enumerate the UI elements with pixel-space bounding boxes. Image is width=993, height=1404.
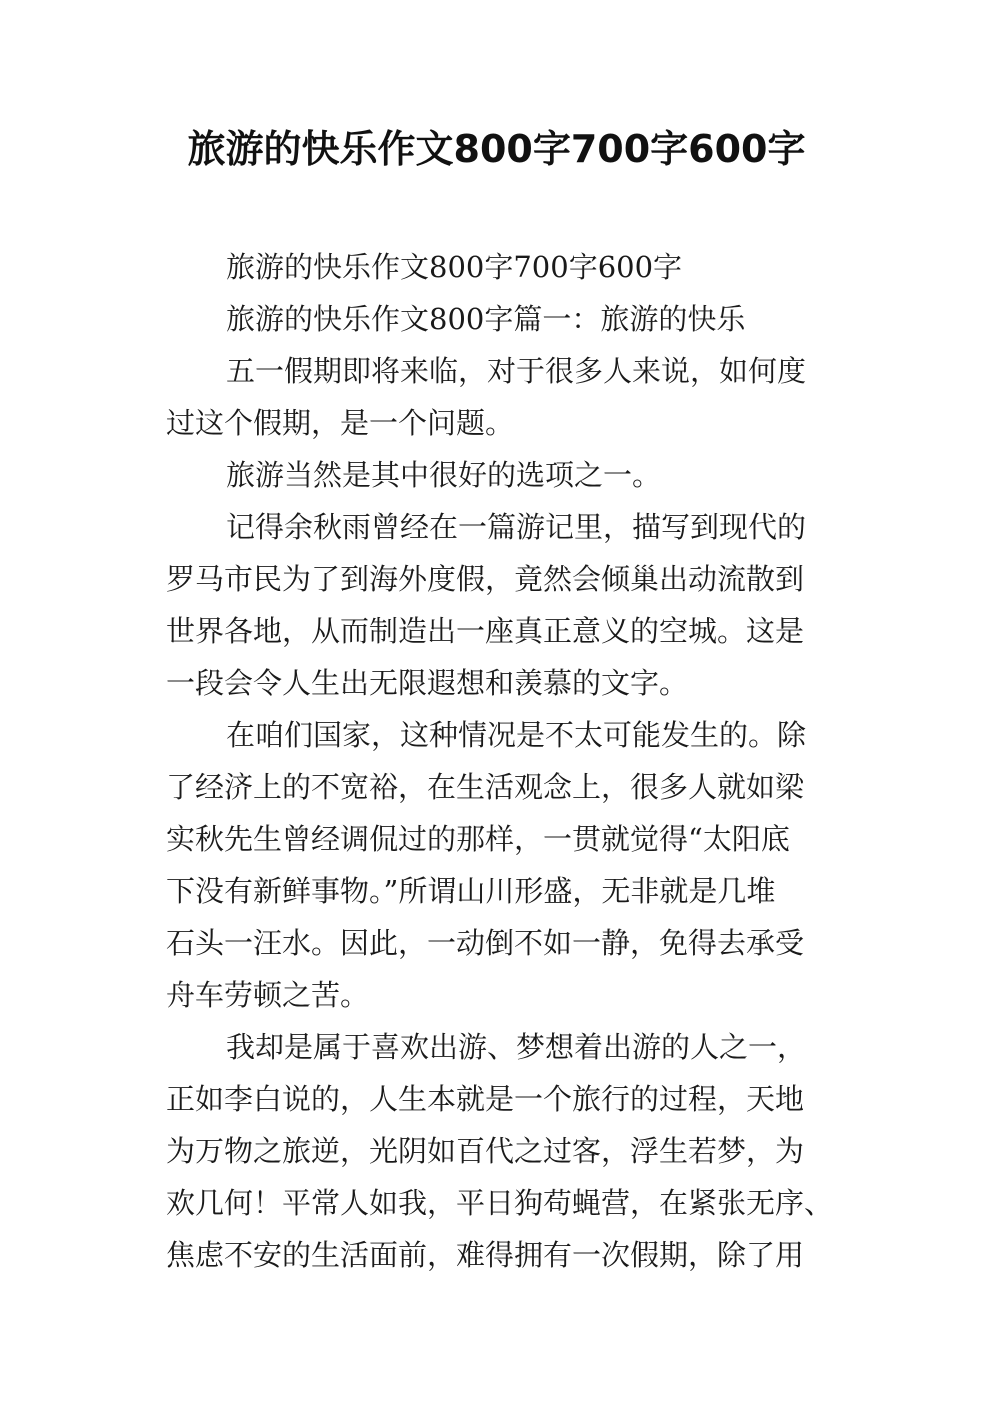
body-line: 罗马市民为了到海外度假，竟然会倾巢出动流散到	[166, 562, 805, 596]
body-line: 旅游当然是其中很好的选项之一。	[226, 458, 662, 492]
body-line: 在咱们国家，这种情况是不太可能发生的。除	[226, 718, 807, 752]
body-line: 石头一汪水。因此，一动倒不如一静，免得去承受	[166, 926, 805, 960]
body-line: 我却是属于喜欢出游、梦想着出游的人之一，	[226, 1030, 807, 1064]
body-line: 了经济上的不宽裕，在生活观念上，很多人就如梁	[166, 770, 805, 804]
body-line: 过这个假期，是一个问题。	[166, 406, 515, 440]
body-line: 舟车劳顿之苦。	[166, 978, 370, 1012]
body-line: 一段会令人生出无限遐想和羡慕的文字。	[166, 666, 689, 700]
body-line: 正如李白说的，人生本就是一个旅行的过程，天地	[166, 1082, 805, 1116]
body-line: 旅游的快乐作文800字700字600字	[226, 250, 683, 284]
body-line: 下没有新鲜事物。”所谓山川形盛，无非就是几堆	[166, 874, 776, 908]
body-line: 实秋先生曾经调侃过的那样，一贯就觉得“太阳底	[166, 822, 790, 856]
document-title: 旅游的快乐作文800字700字600字	[187, 127, 806, 171]
body-line: 世界各地，从而制造出一座真正意义的空城。这是	[166, 614, 805, 648]
body-line: 为万物之旅逆，光阴如百代之过客，浮生若梦，为	[166, 1134, 805, 1168]
body-line: 记得余秋雨曾经在一篇游记里，描写到现代的	[226, 510, 807, 544]
document-body	[166, 241, 846, 1281]
body-line: 五一假期即将来临，对于很多人来说，如何度	[226, 354, 807, 388]
body-line: 欢几何！平常人如我，平日狗苟蝇营，在紧张无序、	[166, 1186, 834, 1220]
body-line: 焦虑不安的生活面前，难得拥有一次假期，除了用	[166, 1238, 805, 1272]
body-line: 旅游的快乐作文800字篇一：旅游的快乐	[226, 302, 746, 336]
